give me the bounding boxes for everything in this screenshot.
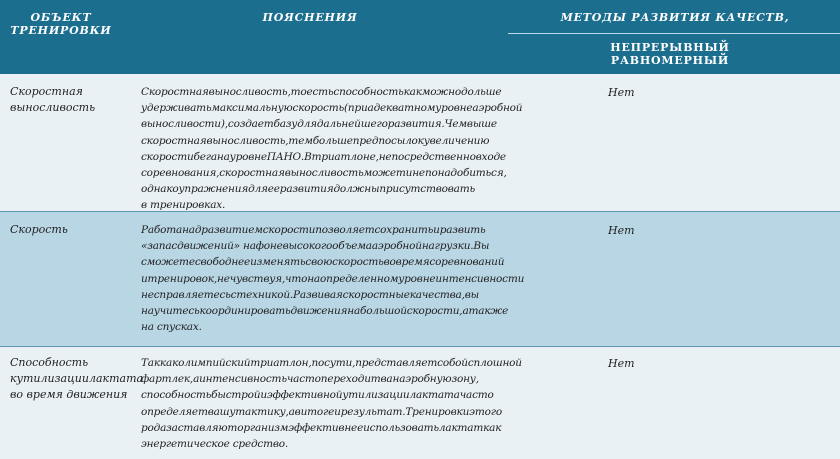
row-method: Нет [608,224,635,237]
table-row [0,74,840,212]
header-continuous-uniform: НЕПРЕРЫВНЫЙ РАВНОМЕРНЫЙ [610,41,730,67]
row-object: Скоростная выносливость [10,85,96,114]
row-explanation: Работанадразвитиемскоростипозволяетсохранитьиразвить «запасдвижений» нафоневысокогообъемааэробнойнагрузки.Вы сможетесвободнееизменятьсвоюскоростьвовремясоревнований итренировок,нечувствуя,чтонаопределенномуровнеинтенсивности несправляетесьстехникой.Развиваяскоростныекачества,вы научитеськоординироватьдвижениянабольшойскорости,атакже на спусках. [141,224,525,334]
header-divider [508,33,840,34]
row-object: Скорость [10,223,68,236]
row-method: Нет [608,357,635,370]
header-development-methods: МЕТОДЫ РАЗВИТИЯ КАЧЕСТВ, [560,11,790,24]
table-row [0,212,840,347]
header-training-object: ОБЪЕКТ ТРЕНИРОВКИ [10,11,112,37]
table-header [0,0,840,74]
row-object: Способность кутилизациилактата во время движения [10,356,144,401]
row-method: Нет [608,86,635,99]
header-explanations: ПОЯСНЕНИЯ [262,11,358,24]
table-row [0,347,840,459]
row-explanation: Таккаколимпийскийтриатлон,посути,представляетсобойсплошной фартлек,аинтенсивностьчастопереходитванаэробнуюзону, способностьбыстройиэффективнойутилизациилактатачасто определяетвашутактику,авитогеирезультат.Тренировкиэтого родазаставляюторганизмэффективнееиспользоватьлактаткак энергетическое средство. [141,357,522,451]
row-explanation: Скоростнаявыносливость,тоестьспособностькакможнодольше удерживатьмаксимальнуюскорость(приадекватномуровнеаэробной выносливости),создаетбазудлядальнейшегоразвития.Чемвыше скоростнаявыносливость,тембольшепредпосылокувеличению скоростибеганауровнеПАНО.Втриатлоне,непосредственновходе соревнования,скоростнаявыносливостьможетинепонадобиться, однакоупражнениядляееразвитиядолжныприсутствовать в тренировках. [141,86,523,212]
